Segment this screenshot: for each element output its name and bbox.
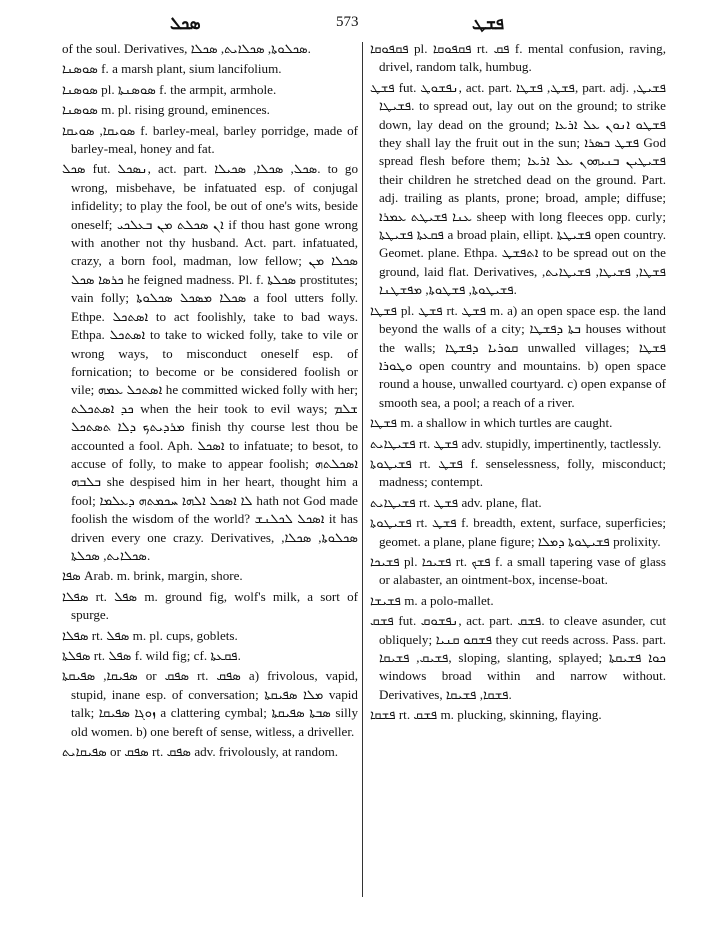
entry: ܣܦܠܬܐ rt. ܣܦܠ f. wild fig; cf. ܦܩܥܬܐ. (62, 648, 241, 663)
running-head-left: ܣܟܠ (170, 14, 201, 33)
entry: ܣܘܣܢܐ f. a marsh plant, sium lancifolium. (62, 61, 282, 77)
column-divider (362, 42, 363, 897)
entry: ܦܫܛܐ pl. ܦܫܛ rt. ܦܫܛ m. a) an open space esp. the land beyond the walls of a city; ܒܬܐ ܕܦܫܛܐ houses without the walls; ܩܘܪܝܐ ܕܦܫܛܐ unwalled villages; ܦܫܛܐ ܘܛܘܪܐ open country and mountains. b) open space round a house, unwalled courtyard. c) open expanse of smooth sea, a pool; a reach of a river. (370, 302, 667, 410)
entry: ܣܘܣܢܐ m. pl. rising ground, eminences. (62, 102, 270, 118)
entry: ܣܦܠܐ rt. ܣܦܠ m. pl. cups, goblets. (62, 627, 238, 643)
right-column (370, 40, 666, 727)
entry: ܦܩܦܘܩܐ pl. ܦܩܦܘܩܐ rt. ܦܩ f. mental confusion, raving, drivel, random talk, humbug. (370, 41, 667, 75)
entry: ܦܫܝܛܐܝܬ rt. ܦܫܛ adv. plane, flat. (370, 494, 542, 510)
entry: ܦܫܝܟܐ pl. ܦܫܝܟܐ rt. ܦܫܟ f. a small tapering vase of glass or alabaster, an ointment-box, incense-boat. (370, 553, 666, 588)
entry: ܦܫܝܫܐ m. a polo-mallet. (370, 592, 494, 608)
entry: ܦܫܩ fut. ܢܦܫܘܩ, act. part. ܦܫܩ. to cleave asunder, cut obliquely; ܦܫܩܘ ܩܢܝܐ they cut reeds across. Pass. part. ܦܫܝܩ, ܦܫܝܩܐ, sloping, slanting, splayed; ܟܘܐ ܦܫܝܩܬܐ windows broad within and narrow without. Derivatives, ܦܫܩܐ, ܦܫܝܩܐ. (370, 613, 667, 702)
running-head-right: ܦܫܛ (472, 14, 505, 33)
left-column (62, 40, 358, 763)
entry: ܦܫܝܛܘܬܐ rt. ܦܫܛ f. breadth, extent, surface, superficies; geomet. a plane, plane figure; ܦܫܝܛܘܬܐ ܕܡܠܐ prolixity. (370, 515, 666, 549)
entry: ܦܫܛܐ m. a shallow in which turtles are caught. (370, 415, 613, 431)
page-number: 573 (336, 14, 359, 30)
entry: ܣܟܠ fut. ܢܣܟܠ, act. part. ܣܟܠ, ܣܟܠܐ, ܣܟܝܠܐ. to go wrong, misbehave, be infatuated esp. of conjugal infidelity; to play the fool, be out of one's wits, beside oneself; ܐܢ ܣܟܠܬ ܡܢ ܒܥܠܟܝ if thou hast gone wrong with another not thy husband. Act. part. infatuated, crazy, a born fool, madman, low fellow; ܣܟܠܐ ܡܢ ܟܪܣܐ ܣܟܠ he feigned madness. Pl. f. ܣܟܠܬܐ prostitutes; vain folly; ܣܟܠܐ ܡܣܟܠ ܣܟܠܘܬܐ a fool utters folly. Ethpe. ܐܣܬܟܠ to act foolishly, take to bad ways. Ethpa. ܐܣܬܟܠ to take to wicked folly, take to vile or wrong ways, to misconduct oneself esp. of fornication; to become or be considered foolish or vile; ܐܣܬܟܠ ܥܡܗ he committed wicked folly with her; ܟܕ ܐܣܬܟܠܬ when the heir took to evil ways; ܫܠܡ ܡܪܕܝܬܟ ܕܠܐ ܬܣܬܟܠ finish thy course lest thou be accounted a fool. Aph. ܐܣܟܠ to infatuate; to besot, to accuse of folly, to make to appear foolish; ܐܣܟܠܬܗ ܒܠܒܗ she despised him in her heart, thought him a fool; ܠܐ ܐܣܟܠ ܐܠܗܐ ܚܟܡܬܗ ܕܥܠܡܐ hath not God made foolish the wisdom of the world? ܐܣܟܠ ܠܟܠܢܫ it has driven every one crazy. Derivatives, ܣܟܠܘܬܐ, ܣܟܠܐ, ܣܟܠܐܝܬ, ܣܟܠܬܐ. (62, 161, 359, 563)
entry: ܣܦܠܐ rt. ܣܦܠ m. ground fig, wolf's milk, a sort of spurge. (62, 588, 358, 623)
entry: ܦܫܩܐ rt. ܦܫܩ m. plucking, skinning, flaying. (370, 707, 602, 723)
entry: ܦܫܝܛܐܝܬ rt. ܦܫܛ adv. stupidly, impertinently, tactlessly. (370, 435, 662, 451)
entry: ܣܦܝܩܐ, ܣܦܝܩܬܐ or ܣܦܩ rt. ܣܦܩ a) frivolous, vapid, stupid, inane esp. of conversation; ܡܠܐ ܣܦܝܩܬܐ vapid talk; ܙܘܓܐ ܣܦܝܩܐ a clattering cymbal; ܣܒܬܐ ܣܦܝܩܬܐ silly old women. b) one bereft of sense, witless, a driveller. (62, 668, 358, 739)
entry: ܣܘܝܩܐ, ܣܘܝܩܐ f. barley-meal, barley porridge, made of barley-meal, honey and fat. (62, 122, 358, 157)
entry-continuation: of the soul. Derivatives, ܣܟܠܘܬܐ, ܣܟܠܐܝܬ, ܣܟܠܐ. (62, 41, 311, 56)
entry: ܣܘܣܢܐ pl. ܣܘܣܢܬܐ f. the armpit, armhole. (62, 81, 277, 97)
entry: ܣܦܝܩܐܝܬ or ܣܦܩ rt. ܣܦܩ adv. frivolously, at random. (62, 744, 339, 760)
entry: ܦܫܛ fut. ܢܦܫܘܛ, act. part. ܦܫܛ, ܦܫܛܐ, part. adj. ܦܫܝܛ, ܦܫܝܛܐ. to spread out, lay out on the ground; to strike down, lay dead on the ground; ܦܫܛܘ ܐܢܘܢ ܥܠ ܐܪܥܐ they shall lay the fruit out in the sun; ܦܫܛ ܒܣܪܐ God spread flesh before them; ܦܫܝܛܝܢ ܒܢܝܗܘܢ ܥܠ ܐܪܥܐ their children he stretched dead on the ground. Part. adj. trailing as plants, prone; broad, ample; diffuse; ܥܢܐ ܦܫܝܛܬ ܥܡܪܐ sheep with long fleeces opp. curly; ܦܩܥܬܐ ܦܫܝܛܬܐ a broad plain, ellipt. ܦܫܝܛܬܐ open country. Geomet. plane. Ethpa. ܐܬܦܫܛ to be spread out on the ground, laid flat. Derivatives, ܦܫܛܐ, ܦܫܝܛܐ, ܦܫܝܛܐܝܬ, ܦܫܝܛܘܬܐ, ܦܫܛܘܬܐ, ܡܦܫܛܢܐ. (370, 79, 667, 298)
entry: ܦܫܝܛܘܬܐ rt. ܦܫܛ f. senselessness, folly, misconduct; madness; contempt. (370, 455, 666, 490)
entry: ܣܦܐ Arab. m. brink, margin, shore. (62, 568, 243, 584)
